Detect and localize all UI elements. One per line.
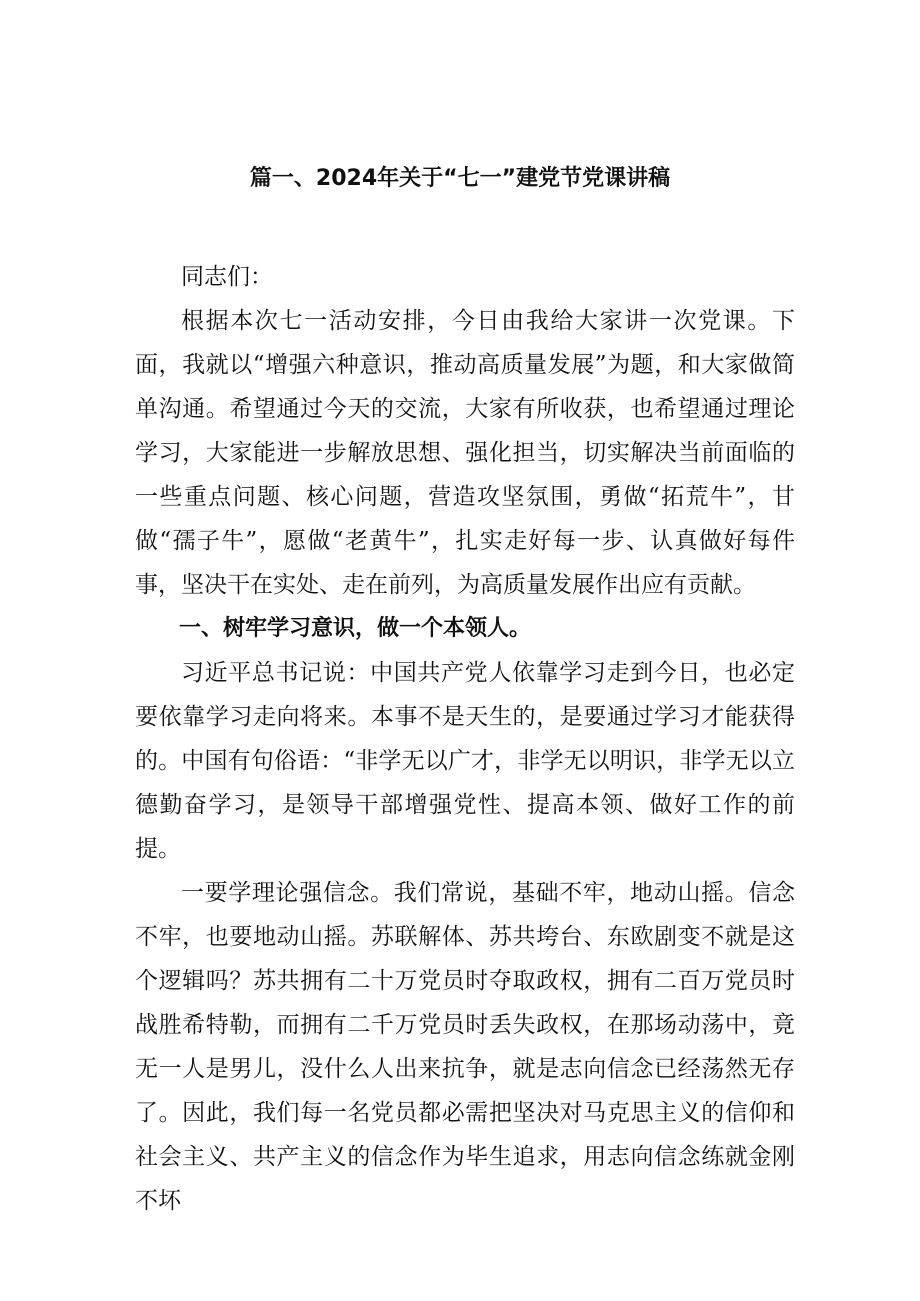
document-title: 篇一、2024年关于“七一”建党节党课讲稿	[249, 166, 671, 191]
paragraph-study: 习近平总书记说：中国共产党人依靠学习走到今日，也必定要依靠学习走向将来。本事不是天生的，是要通过学习才能获得的。中国有句俗语：“非学无以广才，非学无以明识，非学无以立德勤奋学习，是领导干部增强党性、提高本领、做好工作的前提。	[135, 660, 795, 862]
section-heading: 一、树牢学习意识，做一个本领人。	[179, 616, 532, 641]
paragraph-theory: 一要学理论强信念。我们常说，基础不牢，地动山摇。信念不牢，也要地动山摇。苏联解体、苏共垮台、东欧剧变不就是这个逻辑吗？苏共拥有二十万党员时夺取政权，拥有二百万党员时战胜希特勒，而拥有二千万党员时丢失政权，在那场动荡中，竟无一人是男儿，没什么人出来抗争，就是志向信念已经荡然无存了。因此，我们每一名党员都必需把坚决对马克思主义的信仰和社会主义、共产主义的信念作为毕生追求，用志向信念练就金刚不坏	[135, 880, 795, 1214]
salutation: 同志们：	[181, 264, 273, 290]
paragraph-intro: 根据本次七一活动安排，今日由我给大家讲一次党课。下面，我就以“增强六种意识，推动高质量发展”为题，和大家做简单沟通。希望通过今天的交流，大家有所收获，也希望通过理论学习，大家能进一步解放思想、强化担当，切实解决当前面临的一些重点问题、核心问题，营造攻坚氛围，勇做“拓荒牛”，甘做“孺子牛”，愿做“老黄牛”，扎实走好每一步、认真做好每件事，坚决干在实处、走在前列，为高质量发展作出应有贡献。	[135, 308, 795, 598]
document-body	[135, 255, 795, 1223]
